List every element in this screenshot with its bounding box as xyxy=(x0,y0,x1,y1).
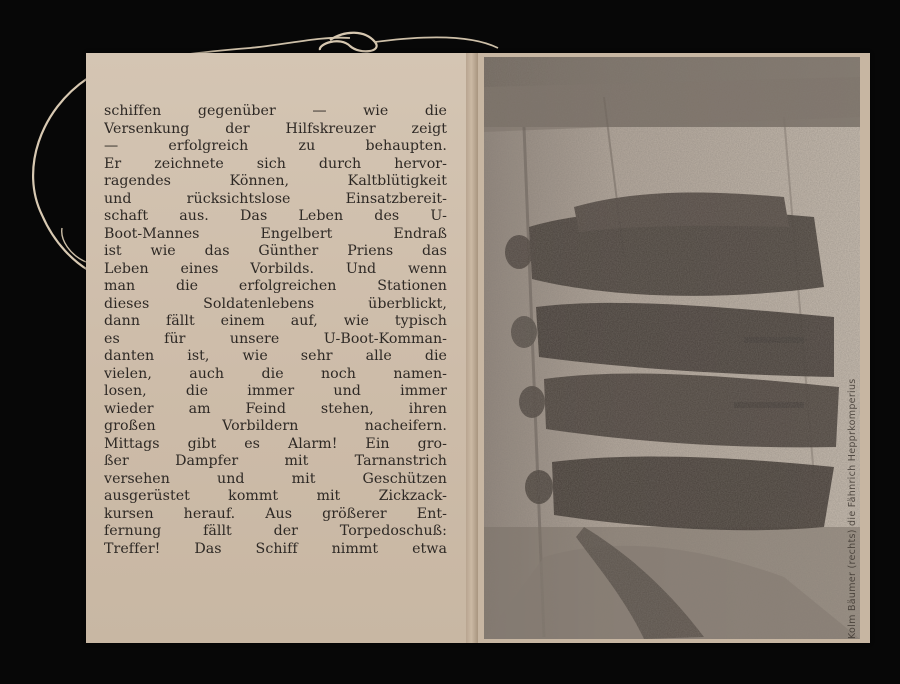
text-line: Leben eines Vorbilds. Und wenn xyxy=(104,260,447,277)
open-booklet xyxy=(86,53,870,643)
text-line: dieses Soldatenlebens überblickt, xyxy=(104,295,447,312)
text-line: versehen und mit Geschützen xyxy=(104,470,447,487)
body-text xyxy=(104,103,447,558)
text-line: wieder am Feind stehen, ihren xyxy=(104,400,447,417)
right-page xyxy=(478,53,870,643)
text-line: man die erfolgreichen Stationen xyxy=(104,278,447,294)
text-line: ist wie das Günther Priens das xyxy=(104,243,447,259)
text-line: Treffer! Das Schiff nimmt etwa xyxy=(104,540,447,557)
text-line: dann fällt einem auf, wie typisch xyxy=(104,313,447,329)
photograph xyxy=(484,57,860,639)
text-line: — erfolgreich zu behaupten. xyxy=(104,138,447,154)
text-line: ßer Dampfer mit Tarnanstrich xyxy=(104,453,447,469)
left-page xyxy=(86,53,467,643)
text-line: ausgerüstet kommt mit Zickzack- xyxy=(104,488,447,504)
text-line: vielen, auch die noch namen- xyxy=(104,365,447,382)
text-line: Mittags gibt es Alarm! Ein gro- xyxy=(104,435,447,452)
text-line: Er zeichnete sich durch hervor- xyxy=(104,155,447,172)
text-line: losen, die immer und immer xyxy=(104,383,447,399)
text-line: danten ist, wie sehr alle die xyxy=(104,348,447,364)
text-line: und rücksichtslose Einsatzbereit- xyxy=(104,190,447,207)
photo-caption: Kolm Bäumer (rechts) die Fähnrich Hepprkomperius xyxy=(847,378,858,639)
text-line: fernung fällt der Torpedoschuß: xyxy=(104,523,447,539)
text-line: schiffen gegenüber — wie die xyxy=(104,103,447,119)
text-line: Versenkung der Hilfskreuzer zeigt xyxy=(104,120,447,137)
text-line: großen Vorbildern nacheifern. xyxy=(104,418,447,434)
text-line: schaft aus. Das Leben des U- xyxy=(104,208,447,224)
crew-photo-icon xyxy=(484,57,860,639)
text-line: Boot-Mannes Engelbert Endraß xyxy=(104,225,447,242)
text-line: es für unsere U-Boot-Komman- xyxy=(104,330,447,347)
text-line: ragendes Können, Kaltblütigkeit xyxy=(104,173,447,189)
page-gutter xyxy=(466,53,478,643)
text-line: kursen herauf. Aus größerer Ent- xyxy=(104,505,447,522)
